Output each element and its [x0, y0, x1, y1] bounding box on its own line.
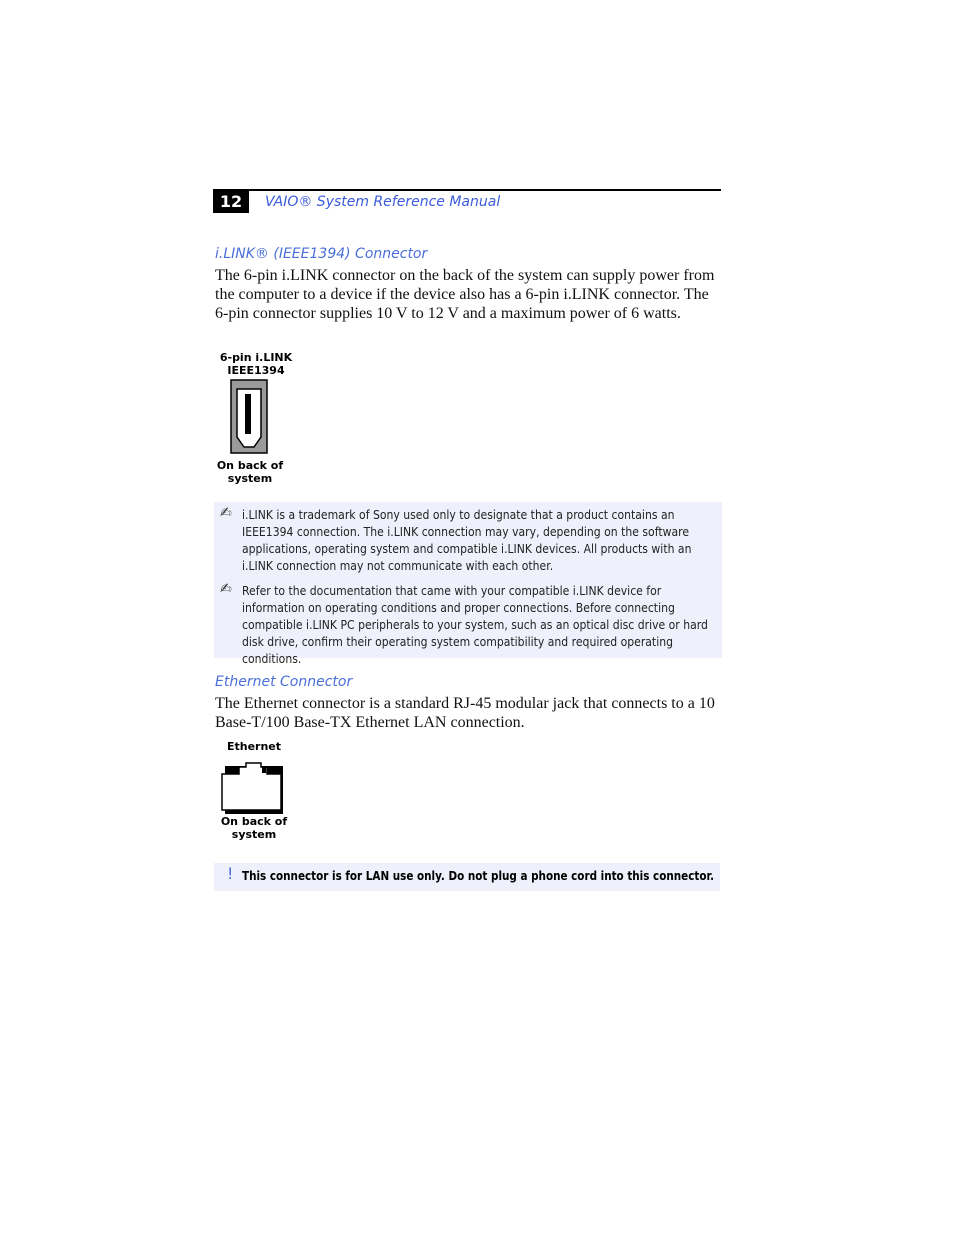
- pencil-note-icon: ✍: [220, 505, 232, 521]
- exclamation-icon: !: [227, 864, 234, 883]
- ilink-note-1: i.LINK is a trademark of Sony used only to designate that a product contains an IEEE1394 connection. The i.LINK connection may vary, depending on the software applications, operating system and compatible i.LINK devices. All products with an i.LINK connection may not communicate with each other.: [242, 508, 692, 573]
- ilink-figure-label-top: [206, 351, 306, 377]
- header-rule: [213, 189, 721, 191]
- ethernet-bottom-line-2: system: [231, 828, 277, 841]
- ethernet-port-icon: [220, 760, 286, 816]
- ilink-label-line-1: 6-pin i.LINK: [219, 351, 293, 364]
- ethernet-warning-text: This connector is for LAN use only. Do not plug a phone cord into this connector.: [242, 869, 715, 883]
- running-title: VAIO® System Reference Manual: [265, 194, 501, 210]
- ilink-bottom-line-1: On back of: [216, 459, 284, 472]
- ilink-note-2: Refer to the documentation that came with your compatible i.LINK device for information on operating conditions and proper connections. Before connecting compatible i.LINK PC peripherals to your system, such as an optical disc drive or hard disk drive, confirm their operating system compatibility and required operating conditions.: [242, 584, 708, 666]
- ethernet-figure-label-top: Ethernet: [226, 740, 282, 753]
- ethernet-bottom-line-1: On back of: [220, 815, 288, 828]
- ilink-heading: i.LINK® (IEEE1394) Connector: [215, 246, 428, 262]
- ilink-paragraph: The 6-pin i.LINK connector on the back of the system can supply power from the computer to a device if the device also has a 6-pin i.LINK connector. The 6-pin connector supplies 10 V to 12 V and a maximum power of 6 watts.: [215, 267, 715, 322]
- ilink-bottom-line-2: system: [227, 472, 273, 485]
- ilink-label-line-2: IEEE1394: [227, 364, 285, 377]
- ilink-figure-label-bottom: [200, 459, 300, 485]
- pencil-note-icon: ✍: [220, 581, 232, 597]
- ilink-port-icon: [230, 379, 270, 455]
- page-number: 12: [213, 189, 249, 213]
- ethernet-paragraph: The Ethernet connector is a standard RJ-45 modular jack that connects to a 10 Base-T/100 Base-TX Ethernet LAN connection.: [215, 695, 715, 731]
- ethernet-figure-label-bottom: [204, 815, 304, 841]
- ethernet-heading: Ethernet Connector: [215, 674, 353, 690]
